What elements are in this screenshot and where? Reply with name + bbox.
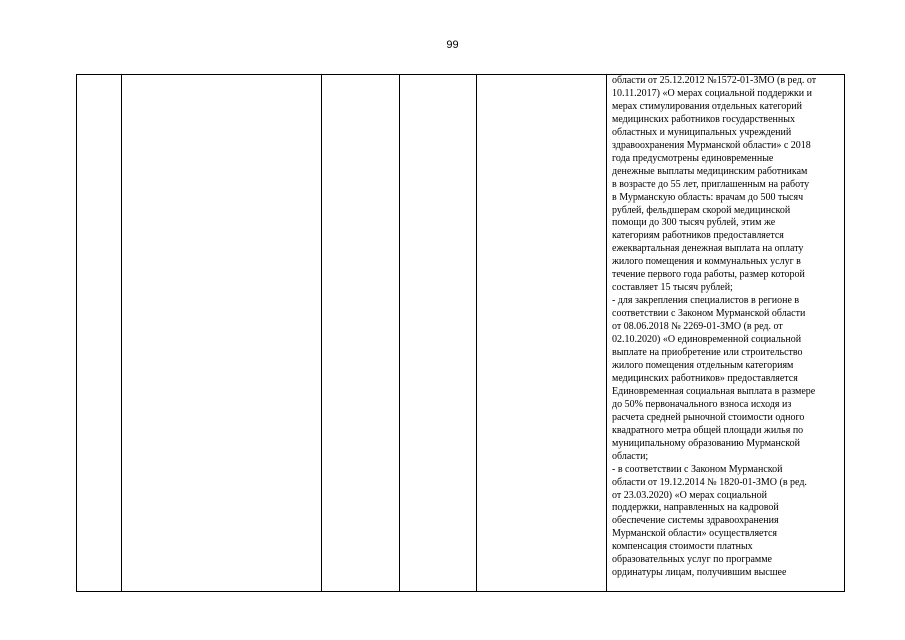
table-column-6	[607, 75, 844, 591]
text-line: муниципальному образованию Мурманской	[612, 437, 800, 449]
text-line: до 50% первоначального взноса исходя из	[612, 398, 792, 410]
text-line: медицинских работников государственных	[612, 113, 795, 125]
text-line: 02.10.2020) «О единовременной социальной	[612, 334, 802, 346]
text-line: Единовременная социальная выплата в размере	[612, 385, 816, 397]
text-line: выплате на приобретение или строительство	[612, 347, 803, 359]
text-line: помощи до 300 тысяч рублей, этим же	[612, 217, 776, 229]
text-line: поддержки, направленных на кадровой	[612, 502, 779, 514]
text-line: мерах стимулирования отдельных категорий	[612, 100, 802, 112]
text-line: денежные выплаты медицинским работникам	[612, 165, 808, 177]
document-table	[76, 74, 845, 592]
table-column-5	[477, 75, 607, 591]
text-line: рублей, фельдшерам скорой медицинской	[612, 204, 791, 216]
text-line: квадратного метра общей площади жилья по	[612, 424, 804, 436]
text-line: ежеквартальная денежная выплата на оплату	[612, 243, 804, 255]
text-line: составляет 15 тысяч рублей;	[612, 282, 733, 294]
text-line: областных и муниципальных учреждений	[612, 126, 792, 138]
table-column-3	[322, 75, 400, 591]
text-line: - для закрепления специалистов в регионе в	[612, 295, 800, 307]
text-line: компенсация стоимости платных	[612, 541, 753, 553]
text-line: в возрасте до 55 лет, приглашенным на работу	[612, 178, 810, 190]
table-column-1	[77, 75, 122, 591]
text-line: года предусмотрены единовременные	[612, 152, 774, 164]
table-column-4	[400, 75, 477, 591]
text-line: ординатуры лицам, получившим высшее	[612, 567, 787, 579]
text-line: здравоохранения Мурманской области» с 2018	[612, 139, 811, 151]
text-line: от 08.06.2018 № 2269-01-ЗМО (в ред. от	[612, 321, 783, 333]
text-line: 10.11.2017) «О мерах социальной поддержки и	[612, 87, 812, 99]
text-line: обеспечение системы здравоохранения	[612, 515, 779, 527]
text-line: жилого помещения отдельным категориям	[612, 359, 794, 371]
text-line: течение первого года работы, размер которой	[612, 269, 805, 281]
table-cell-text	[607, 75, 844, 580]
text-line: жилого помещения и коммунальных услуг в	[612, 256, 801, 268]
text-line: расчета средней рыночной стоимости одного	[612, 411, 805, 423]
text-line: от 23.03.2020) «О мерах социальной	[612, 489, 767, 501]
text-line: медицинских работников» предоставляется	[612, 372, 798, 384]
text-line: в Мурманскую область: врачам до 500 тысяч	[612, 191, 804, 203]
table-column-2	[122, 75, 322, 591]
text-line: соответствии с Законом Мурманской области	[612, 308, 806, 320]
text-line: области от 25.12.2012 №1572-01-ЗМО (в ред. от	[612, 75, 817, 86]
text-line: Мурманской области» осуществляется	[612, 528, 778, 540]
text-line: области от 19.12.2014 № 1820-01-ЗМО (в ред.	[612, 476, 807, 488]
text-line: образовательных услуг по программе	[612, 554, 772, 566]
page-number: 99	[446, 39, 459, 51]
text-line: области;	[612, 450, 649, 462]
text-line: - в соответствии с Законом Мурманской	[612, 463, 783, 475]
text-line: категориям работников предоставляется	[612, 230, 784, 242]
